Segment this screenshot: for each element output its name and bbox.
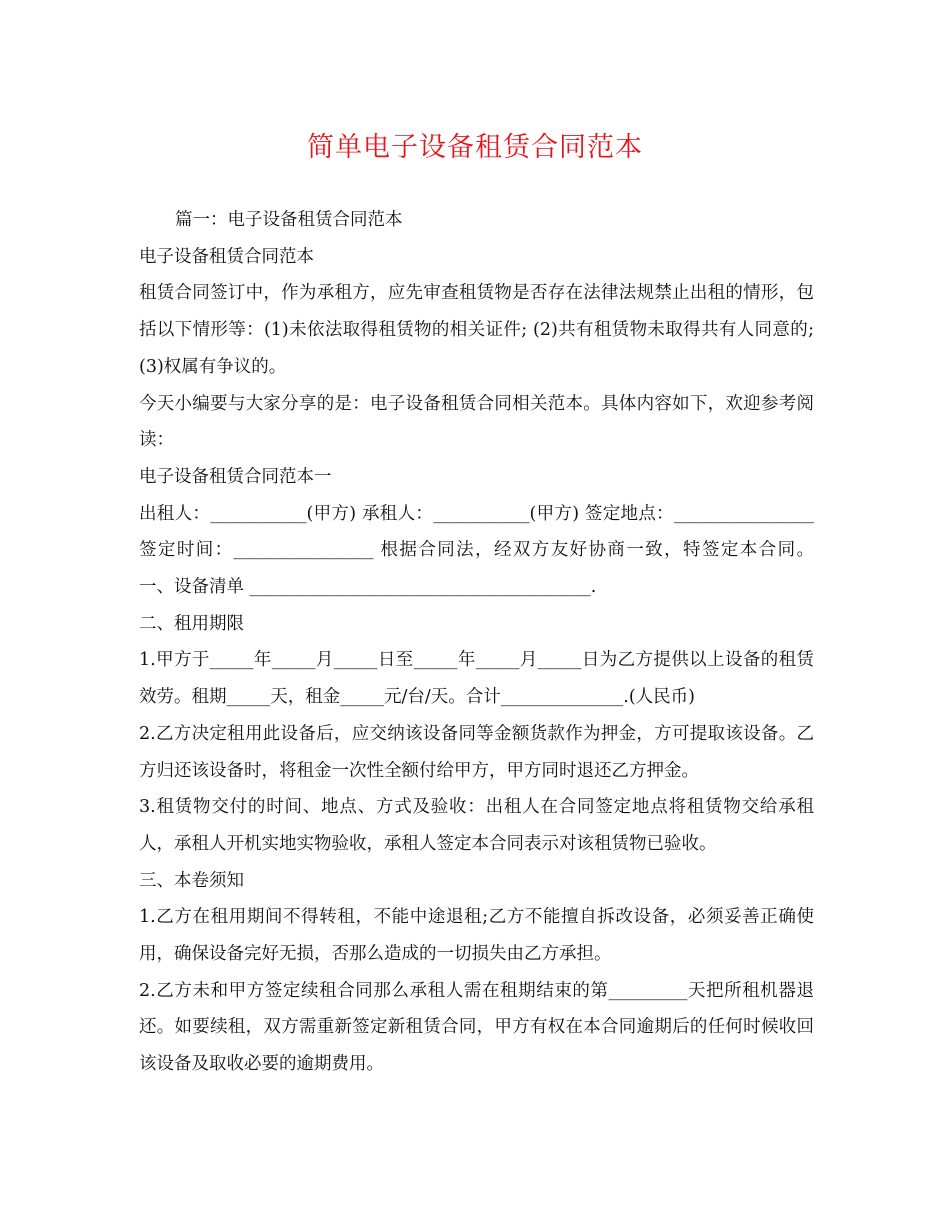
paragraph-subtitle: 电子设备租赁合同范本 [139,246,314,267]
paragraph-intro: 租赁合同签订中，作为承租方，应先审查租赁物是否存在法律法规禁止出租的情形，包括以下情形等：(1)未依法取得租赁物的相关证件; (2)共有租赁物未取得共有人同意的;(3)权属有争议的。 [139,283,814,377]
section-heading-notices: 三、本卷须知 [139,870,244,891]
clause-lease-term-3: 3.租赁物交付的时间、地点、方式及验收：出租人在合同签定地点将租赁物交给承租人，承租人开机实地实物验收，承租人签定本合同表示对该租赁物已验收。 [139,797,814,854]
clause-lease-term-2: 2.乙方决定租用此设备后，应交纳该设备同等金额货款作为押金，方可提取该设备。乙方归还该设备时，将租金一次性全额付给甲方，甲方同时退还乙方押金。 [139,723,814,781]
document-body [139,202,820,1083]
section-heading-part-one: 篇一：电子设备租赁合同范本 [175,210,403,230]
document-title: 简单电子设备租赁合同范本 [307,132,643,163]
paragraph-template-one-heading: 电子设备租赁合同范本一 [139,466,332,487]
paragraph-share: 今天小编要与大家分享的是：电子设备租赁合同相关范本。具体内容如下，欢迎参考阅读： [139,393,814,451]
clause-notices-1: 1.乙方在租用期间不得转租，不能中途退租;乙方不能擅自拆改设备，必须妥善正确使用，确保设备完好无损，否那么造成的一切损失由乙方承担。 [139,907,814,965]
section-heading-lease-term: 二、租用期限 [139,613,244,634]
clause-notices-2: 2.乙方未和甲方签定续租合同那么承租人需在租期结束的第_________天把所租机器退还。如要续租，双方需重新签定新租赁合同，甲方有权在本合同逾期后的任何时候收回该设备及取收必要的逾期费用。 [139,980,814,1075]
clause-lease-term-1: 1.甲方于_____年_____月_____日至_____年_____月_____日为乙方提供以上设备的租赁效劳。租期_____天，租金_____元/台/天。合计______________.(人民币) [139,650,814,708]
paragraph-parties: 出租人：___________(甲方) 承租人：___________(甲方) 签定地点：________________ 签定时间：________________ 根据合同法，经双方友好协商一致，特签定本合同。 一、设备清单 _______________________________________. [139,503,820,598]
